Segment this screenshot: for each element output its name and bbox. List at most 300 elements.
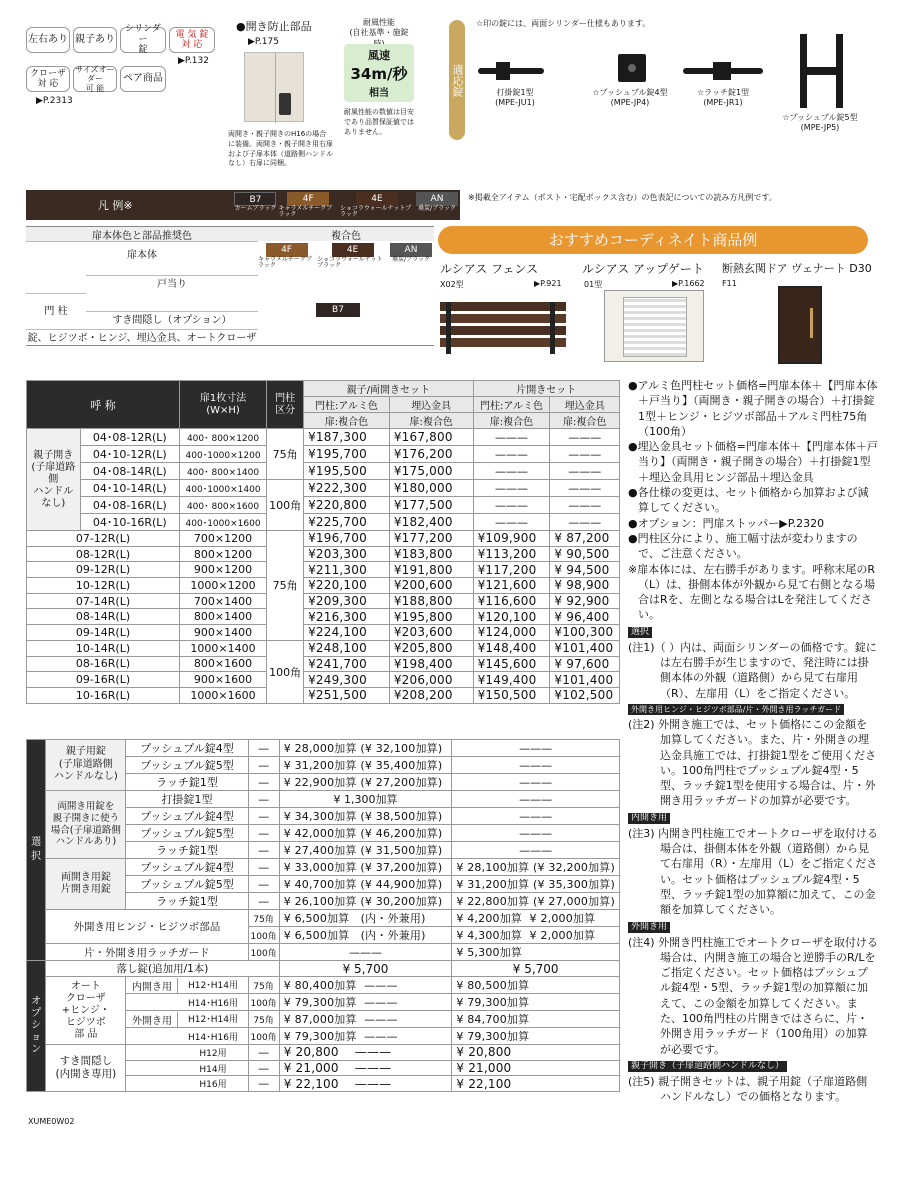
post-75: 75角 (267, 429, 304, 480)
hd-alu: 門柱:アルミ色 (473, 397, 550, 413)
cell-text: ——— (364, 979, 398, 992)
table-row (27, 480, 620, 497)
wind-note: 耐風性能の数値は目安であり品質保証値ではありません。 (344, 108, 414, 136)
table-cell: — (248, 808, 279, 825)
lock-note: ☆印の錠には、両面シリンダー仕様もあります。 (476, 19, 651, 28)
coord-model-1: X02型 (440, 280, 464, 289)
table-cell: 10-12R(L) (27, 578, 180, 594)
table-cell: プッシュプル錠4型 (126, 740, 248, 757)
table-row (27, 578, 620, 594)
caution-3: (注3) 内開き門柱施工でオートクローザを取付ける場合は、掛側本体を外観（道路側）から見て右扉用（R）・左扉用（L）をご指定ください。セット価格はプッシュプル錠4型・5型、ラッチ錠1型の加算額に加えて、この金額を加算してください。 (628, 826, 878, 917)
table-row (27, 740, 620, 757)
table-cell: ¥183,800 (389, 546, 473, 562)
table-cell: ¥ 42,000加算 (¥ 46,200加算) (279, 825, 452, 842)
cell-text: 4F (287, 192, 329, 206)
tag-electric-lock: 電 気 錠 対 応 (169, 27, 215, 53)
doc-code: XUME0W02 (28, 1117, 75, 1126)
table-cell: — (248, 876, 279, 893)
table-cell: ¥149,400 (473, 672, 550, 688)
hd-set2: 親子/両開きセット (304, 381, 473, 397)
table-cell: ラッチ錠1型 (126, 893, 248, 910)
table-cell: ——— (550, 446, 620, 463)
coord-name-1: ルシアス フェンス (440, 262, 539, 276)
cell-text: ——— (364, 1013, 398, 1026)
table-cell: ¥ 94,500 (550, 562, 620, 578)
wind-unit: 相当 (369, 88, 389, 99)
select-label: 選 択 (27, 740, 46, 961)
table-cell: H14･H16用 (126, 1028, 248, 1045)
cell-text: 4E (356, 192, 398, 206)
wind-label: 風速 (368, 49, 390, 62)
table-cell: ——— (473, 497, 550, 514)
table-cell: プッシュプル錠5型 (126, 757, 248, 774)
cell-text: キャラメルチークブラック (258, 256, 312, 269)
table-cell: ¥195,700 (304, 446, 390, 463)
table-cell: 75角 (248, 977, 279, 994)
table-cell: 04･10-14R(L) (80, 480, 179, 497)
lock-name-4: ☆プッシュプル錠5型 (MPE-JP5) (782, 113, 858, 133)
color-table-h1: 扉本体色と部品推奨色 (26, 227, 258, 241)
table-cell: 100角 (248, 944, 279, 961)
caution-2: (注2) 外開き施工では、セット価格にこの金額を加算してください。また、片・外開きの埋込金具施工では、打掛錠1型をご使用ください。100角門柱でプッシュプル錠4型・5型、ラッチ錠1型を使用する場合は、片・外開き用ラッチガードの加算が必要です。 (628, 717, 876, 808)
prevent-desc: 両開き・親子開きのH16の場合に装備。両開き・親子開き用右扉および子扉本体（道路側ハンドルなし）右扉に同梱。 (228, 130, 333, 168)
note-head-4: 外開き用 (628, 922, 670, 933)
table-cell: 100角 (248, 1028, 279, 1045)
table-cell: 400･1000×1400 (179, 480, 266, 497)
prevent-ref: ▶P.175 (248, 37, 279, 47)
table-cell: ¥ 79,300加算 (452, 994, 620, 1011)
table-cell: ¥101,400 (550, 640, 620, 656)
table-cell: ¥241,700 (304, 656, 390, 672)
table-cell: プッシュプル錠5型 (126, 876, 248, 893)
table-cell: ¥ 90,500 (550, 546, 620, 562)
table-cell: ¥ 22,100 (452, 1076, 620, 1092)
table-cell: H12用 (126, 1045, 248, 1061)
table-cell: 07-14R(L) (27, 593, 180, 609)
post-75: 75角 (267, 531, 304, 641)
table-cell: ¥ 97,600 (550, 656, 620, 672)
table-cell: ¥ 34,300加算 (¥ 38,500加算) (279, 808, 452, 825)
table-cell: 04･08-16R(L) (80, 497, 179, 514)
hd-post: 門柱 区分 (267, 381, 304, 429)
table-row (27, 910, 620, 927)
table-cell: ——— (279, 944, 452, 961)
table-cell: 片・外開き用ラッチガード (46, 944, 248, 961)
table-cell: ¥113,200 (473, 546, 550, 562)
table-cell: ラッチ錠1型 (126, 842, 248, 859)
table-cell: — (248, 1076, 279, 1092)
cell-text: ¥ 79,300加算 (283, 996, 357, 1009)
table-row (27, 593, 620, 609)
legend-swatches (234, 192, 460, 218)
table-cell: 100角 (248, 927, 279, 944)
table-cell: ¥176,200 (389, 446, 473, 463)
table-cell: ¥249,300 (304, 672, 390, 688)
table-cell: ¥203,600 (389, 625, 473, 641)
table-cell: すき間隠し (内開き専用) (46, 1045, 126, 1092)
table-cell: ——— (452, 740, 620, 757)
table-cell: ¥ 21,000 (452, 1060, 620, 1076)
table-cell: ¥ 28,100加算 (¥ 32,200加算) (452, 859, 620, 876)
note-5: ●門柱区分により、施工幅寸法が変わりますので、ご注意ください。 (628, 531, 858, 561)
note-head-2: 外開き用ヒンジ・ヒジツボ部品/片・外開き用ラッチガード (628, 704, 844, 715)
hd-name: 呼 称 (27, 381, 180, 429)
table-cell: — (248, 859, 279, 876)
table-cell: ¥ 80,500加算 (452, 977, 620, 994)
table-row (27, 656, 620, 672)
lock-icon-1 (478, 62, 544, 78)
table-cell: — (248, 1045, 279, 1061)
cell-text: AN (390, 243, 432, 257)
table-cell: ¥117,200 (473, 562, 550, 578)
table-cell: ¥124,000 (473, 625, 550, 641)
coord-title: おすすめコーディネイト商品例 (438, 226, 868, 254)
row-post: 門 柱 (26, 293, 86, 329)
table-row (27, 546, 620, 562)
table-cell: H14･H16用 (126, 994, 248, 1011)
legend-note: ※掲載全アイテム（ポスト・宅配ボックス含む）の色表記についての読み方凡例です。 (468, 193, 777, 202)
fence-image (440, 302, 566, 354)
coord-name-2: ルシアス アップゲート (582, 262, 704, 276)
cell-text: ¥ 22,100 (283, 1076, 339, 1091)
tag-cylinder: シリンダー 錠 (120, 27, 166, 53)
hd-col: 扉:複合色 (304, 413, 390, 429)
note-head-3: 内開き用 (628, 813, 670, 824)
cell-text: ¥ 20,800 (283, 1045, 339, 1060)
table-cell: — (248, 842, 279, 859)
caution-1: (注1)（ ）内は、両面シリンダーの価格です。錠には左右勝手が生じますので、発注時には掛側本体の外観（道路側）から見て右扉用（R）、左扉用（L）をご指定ください。 (628, 640, 877, 700)
table-cell: ¥195,500 (304, 463, 390, 480)
table-cell: — (248, 791, 279, 808)
table-cell: ¥ 98,900 (550, 578, 620, 594)
cell-text: ¥ 87,000加算 (283, 1013, 357, 1026)
cell-text: H12･H14用 (188, 980, 238, 991)
table-cell: ——— (452, 791, 620, 808)
cell-text: (内・外兼用) (360, 912, 426, 925)
table-cell: ¥150,500 (473, 687, 550, 703)
table-cell: 800×1600 (179, 656, 266, 672)
note-head-5: 親子開き（子扉道路側ハンドルなし） (628, 1061, 787, 1072)
caution-4: (注4) 外開き門柱施工でオートクローザを取付ける場合は、内開き施工の場合と逆勝手のR/Lをご指定ください。セット価格はプッシュプル錠4型・5型、ラッチ錠1型の加算額に加えて、この金額を加算してください。また、100角門柱の片開きではさらに、片・外開き用ラッチガード（100角用）の加算が必要です。 (628, 935, 878, 1056)
tag-pair: ペア商品 (120, 66, 166, 92)
legend-swatch (278, 192, 338, 218)
table-cell: ¥100,300 (550, 625, 620, 641)
table-cell: ¥177,500 (389, 497, 473, 514)
table-cell: ——— (473, 514, 550, 531)
swatch-b7: B7 (316, 303, 360, 317)
table-cell: — (248, 757, 279, 774)
post-100: 100角 (267, 480, 304, 531)
cell-text: AN (416, 192, 458, 206)
tag-size-ref: ▶P.2313 (36, 96, 73, 106)
cell-text: B7 (234, 192, 276, 206)
table-cell: ¥191,800 (389, 562, 473, 578)
table-cell: ——— (452, 808, 620, 825)
table-row (27, 514, 620, 531)
table-cell: ¥ 5,700 (279, 961, 452, 977)
cell-text: 外開き用 (126, 1012, 178, 1027)
table-cell: 400･ 800×1600 (179, 497, 266, 514)
table-cell: 08-12R(L) (27, 546, 180, 562)
hd-emb: 埋込金具 (550, 397, 620, 413)
table-cell: 04･10-16R(L) (80, 514, 179, 531)
table-row (27, 859, 620, 876)
table-cell: ¥209,300 (304, 593, 390, 609)
note-head-1: 選択 (628, 627, 652, 638)
table-cell: ¥ 40,700加算 (¥ 44,900加算) (279, 876, 452, 893)
table-cell: 75角 (248, 1011, 279, 1028)
table-row (27, 562, 620, 578)
row-parts: 錠、ヒジツボ・ヒンジ、埋込金具、オートクローザ (26, 329, 258, 347)
table-row (27, 672, 620, 688)
price-table (26, 380, 620, 704)
color-table (26, 226, 434, 346)
table-cell: 900×1400 (179, 625, 266, 641)
table-cell: 1000×1200 (179, 578, 266, 594)
table-cell: 400･1000×1600 (179, 514, 266, 531)
table-cell: ¥ 31,200加算 (¥ 35,300加算) (452, 876, 620, 893)
coord-model-3: F11 (722, 279, 737, 288)
table-cell: 04･10-12R(L) (80, 446, 179, 463)
table-cell: ¥ 33,000加算 (¥ 37,200加算) (279, 859, 452, 876)
table-cell: 900×1200 (179, 562, 266, 578)
tag-closer: クローザ 対 応 (26, 66, 70, 92)
table-cell: 1000×1600 (179, 687, 266, 703)
table-cell: 400･ 800×1400 (179, 463, 266, 480)
table-cell: ¥ 79,300加算 (452, 1028, 620, 1045)
table-cell: ¥109,900 (473, 531, 550, 547)
cell-text: (内・外兼用) (360, 929, 426, 942)
table-row: オート クローザ +ヒンジ・ ヒジツボ 部 品 内開き用 H12･H14用 75角 ¥ 80,400加算 ——— ¥ 80,500加算 (27, 977, 620, 994)
table-cell: 07-12R(L) (27, 531, 180, 547)
option-label: オ プ シ ョ ン (27, 961, 46, 1092)
post-100: 100角 (267, 640, 304, 703)
table-cell: ¥ 96,400 (550, 609, 620, 625)
table-cell: ¥198,400 (389, 656, 473, 672)
table-cell: 400･1000×1200 (179, 446, 266, 463)
table-row (27, 961, 620, 977)
table-cell: ——— (473, 446, 550, 463)
wind-title: 耐風性能 (自社基準・施錠 (349, 18, 409, 38)
table-cell: 800×1400 (179, 609, 266, 625)
table-cell: ¥121,600 (473, 578, 550, 594)
note-1: ●アルミ色門柱セット価格=門扉本体＋【門扉本体＋戸当り】（両開き・親子開きの場合）＋打掛錠1型＋ヒンジ・ヒジツボ部品＋アルミ門柱75角（100角） (628, 379, 878, 438)
cell-text: 桑炭/ブラック (418, 205, 456, 212)
table-cell: — (248, 825, 279, 842)
table-cell: — (248, 893, 279, 910)
table-cell: プッシュプル錠4型 (126, 808, 248, 825)
table-cell: ¥251,500 (304, 687, 390, 703)
table-cell: ¥ 92,900 (550, 593, 620, 609)
table-cell: ¥196,700 (304, 531, 390, 547)
table-cell: ——— (473, 480, 550, 497)
row-door-swatches (258, 243, 434, 273)
legend-swatch (234, 192, 276, 218)
table-cell: ¥211,300 (304, 562, 390, 578)
table-row (27, 1045, 620, 1061)
lock-icon-2 (618, 54, 646, 82)
table-cell: ¥224,100 (304, 625, 390, 641)
cell-text: ¥ 80,400加算 (283, 979, 357, 992)
lock-icon-4 (798, 34, 848, 108)
table-row (27, 791, 620, 808)
table-cell: 800×1200 (179, 546, 266, 562)
cell-text: ——— (354, 1045, 392, 1060)
table-cell: ——— (550, 463, 620, 480)
table-cell: ¥ 22,800加算 (¥ 27,000加算) (452, 893, 620, 910)
cell-text: ¥ 6,500加算 (283, 912, 350, 925)
row-gap-cover: すき間隠し（オプション） (86, 311, 258, 329)
table-cell: ¥188,800 (389, 593, 473, 609)
table-cell: ¥ 87,200 (550, 531, 620, 547)
cell-text: キャラメルチークブラック (278, 205, 333, 218)
table-cell: 08-14R(L) (27, 609, 180, 625)
table-cell: ¥ 1,300加算 (279, 791, 452, 808)
cell-text: ¥ 2,000加算 (529, 929, 596, 942)
hd-size: 扉1枚寸法 (W×H) (179, 381, 266, 429)
cell-text: ¥ 79,300加算 (283, 1030, 357, 1043)
hd-alu: 門柱:アルミ色 (304, 397, 390, 413)
cell-text: 4F (266, 243, 308, 257)
cell-text: ——— (354, 1076, 392, 1091)
table-row (27, 687, 620, 703)
table-cell: ¥195,800 (389, 609, 473, 625)
table-cell: — (248, 1060, 279, 1076)
prevent-image (244, 52, 304, 122)
table-cell: 700×1400 (179, 593, 266, 609)
table-cell: ¥116,600 (473, 593, 550, 609)
table-cell: ——— (452, 757, 620, 774)
tag-electric-ref: ▶P.132 (178, 56, 209, 66)
table-cell: ¥175,000 (389, 463, 473, 480)
table-cell: ¥248,100 (304, 640, 390, 656)
table-row (27, 944, 620, 961)
note-2: ●埋込金具セット価格=門扉本体＋【門扉本体＋戸当り】（両開き・親子開きの場合）＋打掛錠1型＋埋込金具用ヒンジ部品＋埋込金具 (628, 440, 878, 484)
table-row (27, 446, 620, 463)
cell-text: 4E (332, 243, 374, 257)
cell-text: H12･H14用 (188, 1014, 238, 1025)
table-cell: ¥167,800 (389, 429, 473, 446)
wind-badge (344, 44, 414, 102)
legend-swatch (416, 192, 458, 218)
lock-name-2: ☆プッシュプル錠4型 (MPE-JP4) (592, 88, 668, 108)
legend-label: 凡 例※ (97, 199, 133, 212)
cell-text: ¥ 6,500加算 (283, 929, 350, 942)
table-cell: 両開き用錠を 親子開きに使う 場合(子扉道路側 ハンドルあり) (46, 791, 126, 859)
table-cell: 外開き用ヒンジ・ヒジツボ部品 (46, 910, 248, 944)
coord-model-2: 01型 (584, 280, 603, 289)
table-cell: ¥220,800 (304, 497, 390, 514)
table-cell: ¥ 27,400加算 (¥ 31,500加算) (279, 842, 452, 859)
caution-5: (注5) 親子開きセットは、親子用錠（子扉道路側ハンドルなし）での価格となります。 (628, 1074, 868, 1104)
table-cell: ¥222,300 (304, 480, 390, 497)
table-cell: H14用 (126, 1060, 248, 1076)
table-cell: ¥187,300 (304, 429, 390, 446)
legend-bar (26, 190, 460, 220)
table-cell: ——— (550, 514, 620, 531)
legend-swatch (340, 192, 414, 218)
cell-text: 桑炭/ブラック (392, 256, 430, 263)
table-cell: プッシュプル錠5型 (126, 825, 248, 842)
swatch-4e (317, 243, 388, 273)
table-cell: 10-14R(L) (27, 640, 180, 656)
table-cell: 100角 (248, 994, 279, 1011)
table-cell: 09-12R(L) (27, 562, 180, 578)
table-cell: ¥ 28,000加算 (¥ 32,100加算) (279, 740, 452, 757)
table-cell: ¥205,800 (389, 640, 473, 656)
table-row (27, 463, 620, 480)
table-cell: ラッチ錠1型 (126, 774, 248, 791)
row-door: 扉本体 (26, 241, 258, 261)
cell-text: 内開き用 (126, 978, 178, 993)
coord-name-3: 断熱玄関ドア ヴェナート D30 (722, 262, 872, 275)
table-cell: — (248, 774, 279, 791)
cell-text: ¥ 4,200加算 (456, 912, 523, 925)
wind-value: 34m/秒 (350, 65, 408, 83)
table-cell: ¥101,400 (550, 672, 620, 688)
cell-text: ¥ 4,300加算 (456, 929, 523, 942)
hd-col: 扉:複合色 (389, 413, 473, 429)
lock-label: 適応錠 (449, 20, 465, 140)
table-cell: ¥ 22,900加算 (¥ 27,200加算) (279, 774, 452, 791)
tag-left-right: 左右あり (26, 27, 70, 53)
table-cell: ——— (452, 774, 620, 791)
table-cell: 1000×1400 (179, 640, 266, 656)
table-cell: ¥206,000 (389, 672, 473, 688)
cell-text: ショコラウォールナットブラック (317, 256, 383, 269)
table-cell: 打掛錠1型 (126, 791, 248, 808)
table-cell: ¥ 31,200加算 (¥ 35,400加算) (279, 757, 452, 774)
table-cell: 落し錠(追加用/1本) (46, 961, 280, 977)
table-cell: ——— (550, 497, 620, 514)
notes (628, 378, 878, 1104)
table-row (27, 640, 620, 656)
cell-text: ——— (354, 1061, 392, 1076)
lock-name-3: ☆ラッチ錠1型 (MPE-JR1) (696, 88, 750, 108)
table-row (27, 429, 620, 446)
table-cell: ¥220,100 (304, 578, 390, 594)
cell-text: ショコラウォールナットブラック (339, 205, 412, 218)
table-cell: ——— (550, 429, 620, 446)
row-stopper: 戸当り (86, 275, 258, 293)
table-cell: プッシュプル錠4型 (126, 859, 248, 876)
table-cell: ¥148,400 (473, 640, 550, 656)
table-cell: 09-16R(L) (27, 672, 180, 688)
table-cell: 08-16R(L) (27, 656, 180, 672)
table-cell: 04･08-12R(L) (80, 429, 179, 446)
table-cell: ¥ 26,100加算 (¥ 30,200加算) (279, 893, 452, 910)
swatch-4f (258, 243, 315, 273)
table-cell: ¥ 84,700加算 (452, 1011, 620, 1028)
hd-col: 扉:複合色 (473, 413, 550, 429)
coord-ref-2: ▶P.1662 (672, 279, 705, 288)
table-cell: ¥216,300 (304, 609, 390, 625)
table-cell: 10-16R(L) (27, 687, 180, 703)
swatch-an (390, 243, 432, 273)
cell-text: ¥ 21,000 (283, 1061, 339, 1076)
lock-name-1: 打掛錠1型 (MPE-JU1) (495, 88, 535, 108)
table-cell: ——— (473, 463, 550, 480)
table-cell: ¥177,200 (389, 531, 473, 547)
tag-size-order: サイズオーダー 可 能 (73, 66, 117, 92)
table-cell: ¥ 5,300加算 (452, 944, 620, 961)
table-cell: ——— (452, 825, 620, 842)
table-cell: 親子用錠 (子扉道路側 ハンドルなし) (46, 740, 126, 791)
table-cell: ¥120,100 (473, 609, 550, 625)
table-cell: — (248, 740, 279, 757)
cell-text: ¥ 2,000加算 (529, 912, 596, 925)
table-cell: ¥200,600 (389, 578, 473, 594)
